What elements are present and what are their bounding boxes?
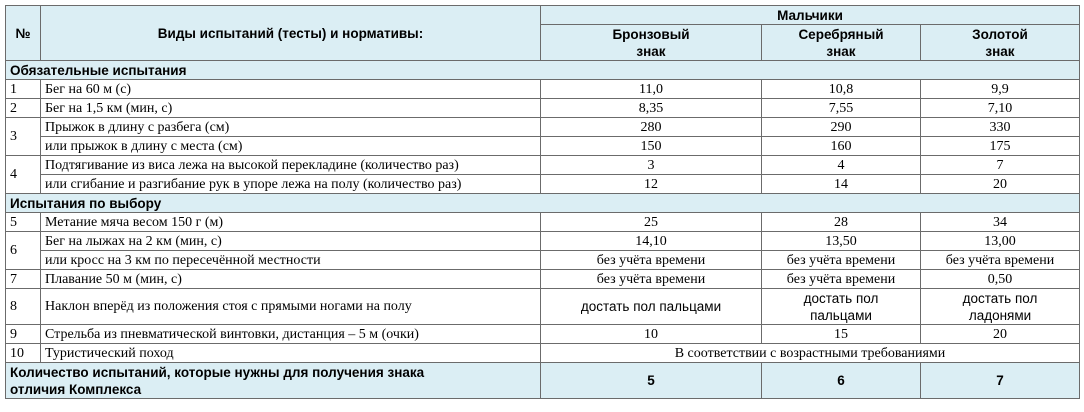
table-row: 6 Бег на лыжах на 2 км (мин, с) 14,10 13,50 13,00 (6, 232, 1080, 251)
section-mandatory: Обязательные испытания (6, 61, 1080, 80)
table-row: или кросс на 3 км по пересечённой местности без учёта времени без учёта времени без учёта времени (6, 251, 1080, 270)
footer-bronze: 5 (541, 363, 762, 399)
footer-silver: 6 (762, 363, 921, 399)
section-optional: Испытания по выбору (6, 194, 1080, 213)
table-row: 3 Прыжок в длину с разбега (см) 280 290 330 (6, 118, 1080, 137)
footer-gold: 7 (921, 363, 1080, 399)
table-row: 1 Бег на 60 м (с) 11,0 10,8 9,9 (6, 80, 1080, 99)
header-group: Мальчики (541, 6, 1080, 25)
table-row: 4 Подтягивание из виса лежа на высокой перекладине (количество раз) 3 4 7 (6, 156, 1080, 175)
table-row: 7 Плавание 50 м (мин, с) без учёта времени без учёта времени 0,50 (6, 270, 1080, 289)
header-gold: Золотой знак (921, 25, 1080, 61)
table-row: 8 Наклон вперёд из положения стоя с прямыми ногами на полу достать пол пальцами достать пол пальцами достать пол ладонями (6, 289, 1080, 325)
norms-table (5, 5, 1080, 399)
table-row: 5 Метание мяча весом 150 г (м) 25 28 34 (6, 213, 1080, 232)
header-num: № (6, 6, 41, 61)
header-tests: Виды испытаний (тесты) и нормативы: (41, 6, 541, 61)
table-row: 9 Стрельба из пневматической винтовки, дистанция – 5 м (очки) 10 15 20 (6, 325, 1080, 344)
table-row: 10 Туристический поход В соответствии с возрастными требованиями (6, 344, 1080, 363)
header-silver: Серебряный знак (762, 25, 921, 61)
table-row: или сгибание и разгибание рук в упоре лежа на полу (количество раз) 12 14 20 (6, 175, 1080, 194)
table-row: 2 Бег на 1,5 км (мин, с) 8,35 7,55 7,10 (6, 99, 1080, 118)
table-row: или прыжок в длину с места (см) 150 160 175 (6, 137, 1080, 156)
footer-label: Количество испытаний, которые нужны для получения знака отличия Комплекса (6, 363, 541, 399)
header-bronze: Бронзовый знак (541, 25, 762, 61)
footer-row (6, 363, 1080, 399)
